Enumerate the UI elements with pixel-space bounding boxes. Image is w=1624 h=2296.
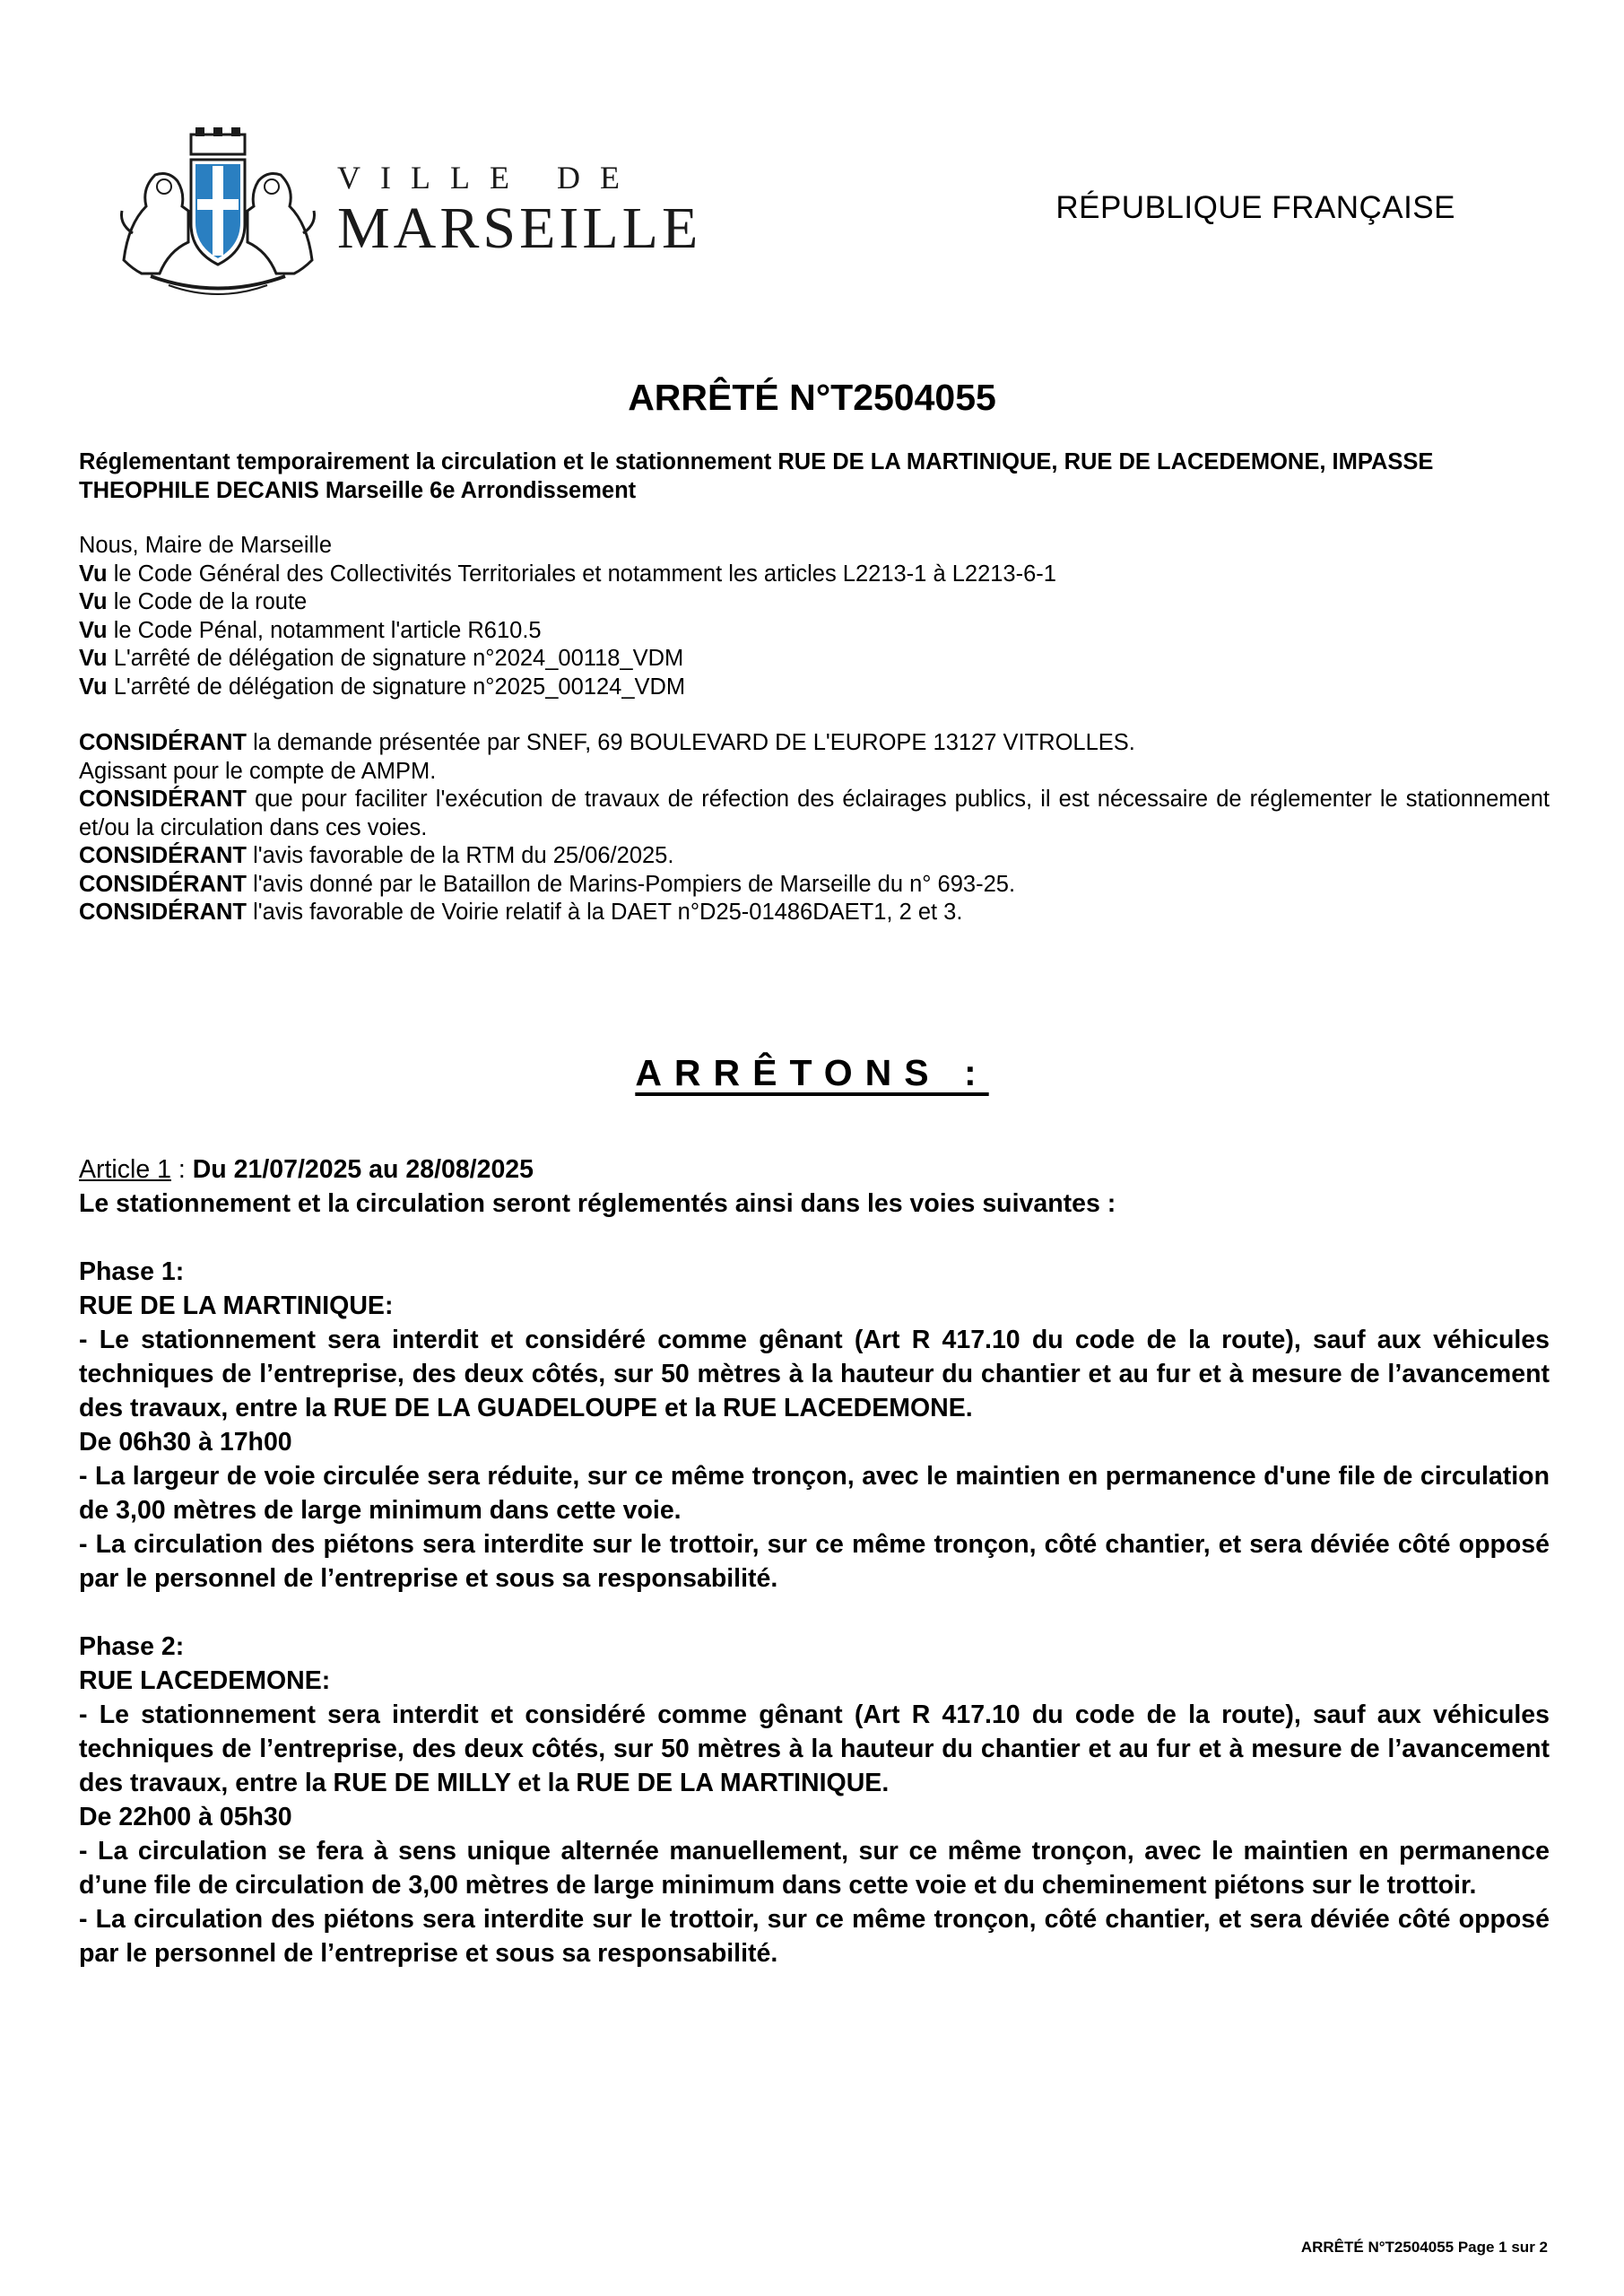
page-footer: ARRÊTÉ N°T2504055 Page 1 sur 2 — [1300, 2239, 1548, 2256]
logo-line-ville: VILLE DE — [337, 160, 639, 196]
decree-title: ARRÊTÉ N°T2504055 — [628, 377, 996, 418]
phase-1-lane: - La largeur de voie circulée sera réduite, sur ce même tronçon, avec le maintien en permanence d'une file de circulation de 3,00 mètres de large minimum dans cette voie. — [79, 1462, 1550, 1525]
phase-1-pedestrians: - La circulation des piétons sera interdite sur le trottoir, sur ce même tronçon, côté chantier, et sera déviée côté opposé par le personnel de l’entreprise et sous sa responsabilité. — [79, 1530, 1550, 1593]
phase-2-pedestrians: - La circulation des piétons sera interdite sur le trottoir, sur ce même tronçon, côté chantier, et sera déviée côté opposé par le personnel de l’entreprise et sous sa responsabilité. — [79, 1905, 1550, 1968]
considerants — [79, 729, 1550, 927]
vu-text: le Code Pénal, notamment l'article R610.5 — [107, 617, 542, 643]
phase-1-parking: - Le stationnement sera interdit et considéré comme gênant (Art R 417.10 du code de la route), sauf aux véhicules techniques de l’entreprise, des deux côtés, sur 50 mètres à la hauteur du chantier et au fur et à mesure de l’avancement des travaux, entre la RUE DE LA GUADELOUPE et la RUE LACEDEMONE. — [79, 1326, 1550, 1422]
considerant-line — [79, 729, 1550, 758]
considerant-text: que pour faciliter l'exécution de travaux de réfection des éclairages publics, il est nécessaire de réglementer le stationnement et/ou la circulation dans ces voies. — [79, 787, 1550, 840]
considerant-line — [79, 786, 1550, 842]
vu-word: Vu — [79, 646, 108, 671]
phase-1-hours: De 06h30 à 17h00 — [79, 1428, 292, 1457]
phase-2-label: Phase 2: — [79, 1632, 185, 1661]
phase-2-parking: - Le stationnement sera interdit et considéré comme gênant (Art R 417.10 du code de la route), sauf aux véhicules techniques de l’entreprise, des deux côtés, sur 50 mètres à la hauteur du chantier et au fur et à mesure de l’avancement des travaux, entre la RUE DE MILLY et la RUE DE LA MARTINIQUE. — [79, 1700, 1550, 1797]
article-dates: Du 21/07/2025 au 28/08/2025 — [192, 1155, 534, 1184]
phase-2-hours: De 22h00 à 05h30 — [79, 1803, 292, 1831]
arretons-heading: ARRÊTONS : — [635, 1052, 989, 1093]
coat-of-arms-icon — [106, 126, 330, 305]
considerant-word: CONSIDÉRANT — [79, 843, 248, 868]
logo-line-marseille: MARSEILLE — [337, 196, 702, 261]
considerant-line — [79, 842, 1550, 871]
vu-word: Vu — [79, 617, 108, 643]
considerant-text: la demande présentée par SNEF, 69 BOULEVARD DE L'EUROPE 13127 VITROLLES. — [247, 730, 1135, 755]
considerant-line — [79, 899, 1550, 927]
preamble — [79, 532, 1550, 701]
agissant-line: Agissant pour le compte de AMPM. — [79, 758, 437, 784]
considerant-word: CONSIDÉRANT — [79, 787, 248, 812]
vu-text: le Code de la route — [107, 589, 308, 614]
considerant-text: l'avis favorable de Voirie relatif à la DAET n°D25-01486DAET1, 2 et 3. — [247, 900, 963, 925]
vu-line — [79, 617, 1550, 646]
vu-word: Vu — [79, 674, 108, 700]
decree-subtitle: Réglementant temporairement la circulation et le stationnement RUE DE LA MARTINIQUE, RUE DE LACEDEMONE, IMPASSE THEOPHILE DECANIS Marseille 6e Arrondissement — [79, 449, 1434, 503]
phase-2-street: RUE LACEDEMONE: — [79, 1666, 331, 1695]
article-header — [79, 1152, 1550, 1187]
phase-1-street: RUE DE LA MARTINIQUE: — [79, 1292, 394, 1320]
vu-text: L'arrêté de délégation de signature n°2024_00118_VDM — [107, 646, 684, 671]
vu-word: Vu — [79, 561, 108, 587]
logo-wordmark — [337, 160, 701, 260]
city-logo — [106, 126, 702, 305]
article-intro: Le stationnement et la circulation seront réglementés ainsi dans les voies suivantes : — [79, 1189, 1116, 1218]
considerant-word: CONSIDÉRANT — [79, 900, 248, 925]
vu-line — [79, 645, 1550, 674]
article-1 — [79, 1152, 1550, 1970]
phase-1-label: Phase 1: — [79, 1257, 185, 1286]
considerant-text: l'avis donné par le Bataillon de Marins-Pompiers de Marseille du n° 693-25. — [247, 871, 1016, 897]
preamble-intro: Nous, Maire de Marseille — [79, 533, 333, 558]
considerant-line — [79, 871, 1550, 900]
vu-text: le Code Général des Collectivités Territoriales et notamment les articles L2213-1 à L2213-6-1 — [107, 561, 1056, 587]
considerant-word: CONSIDÉRANT — [79, 730, 248, 755]
considerant-word: CONSIDÉRANT — [79, 871, 248, 897]
phase-2-traffic: - La circulation se fera à sens unique alternée manuellement, sur ce même tronçon, avec le maintien en permanence d’une file de circulation de 3,00 mètres de large minimum dans cette voie et du cheminement piétons sur le trottoir. — [79, 1837, 1550, 1900]
republic-heading: RÉPUBLIQUE FRANÇAISE — [1055, 190, 1455, 225]
vu-line — [79, 588, 1550, 617]
considerant-text: l'avis favorable de la RTM du 25/06/2025. — [247, 843, 674, 868]
vu-word: Vu — [79, 589, 108, 614]
vu-text: L'arrêté de délégation de signature n°2025_00124_VDM — [107, 674, 686, 700]
article-label: Article 1 — [79, 1155, 171, 1184]
article-separator: : — [170, 1155, 193, 1184]
vu-line — [79, 674, 1550, 702]
vu-line — [79, 561, 1550, 589]
